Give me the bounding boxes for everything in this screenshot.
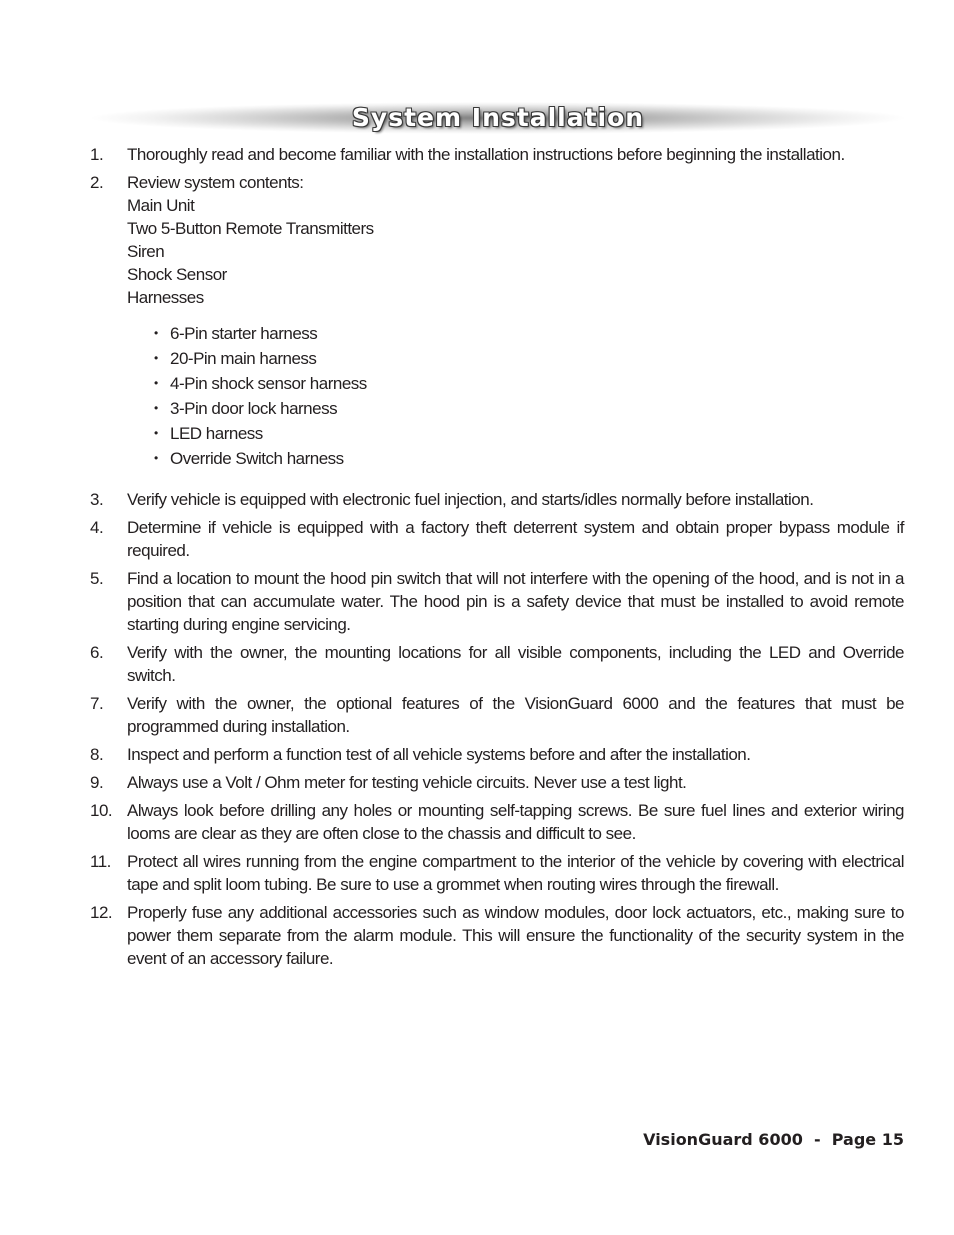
- list-item: [90, 516, 906, 562]
- step-body: [127, 171, 906, 483]
- harness-item: [154, 346, 904, 371]
- content-item: Shock Sensor: [127, 265, 227, 284]
- step-text: Always use a Volt / Ohm meter for testing vehicle circuits. Never use a test light.: [127, 773, 687, 792]
- system-contents-list: [127, 194, 904, 309]
- bullet-icon: •: [154, 376, 158, 390]
- step-number: 4.: [90, 518, 104, 537]
- content-item: Harnesses: [127, 288, 204, 307]
- step-text: Protect all wires running from the engine compartment to the interior of the vehicle by covering with electrical tape and split loom tubing. Be sure to use a grommet when routing wires through the firewall.: [127, 852, 904, 894]
- content-item: Two 5-Button Remote Transmitters: [127, 219, 374, 238]
- bullet-icon: •: [154, 426, 158, 440]
- list-item: [90, 799, 906, 845]
- harness-list: [127, 321, 904, 471]
- harness-label: 4-Pin shock sensor harness: [170, 374, 367, 393]
- step-number: 10.: [90, 801, 113, 820]
- list-item: [90, 567, 906, 636]
- step-number: 3.: [90, 490, 104, 509]
- list-item: [90, 488, 906, 511]
- harness-label: Override Switch harness: [170, 449, 344, 468]
- step-number: 7.: [90, 694, 104, 713]
- step-number: 9.: [90, 773, 104, 792]
- harness-item: [154, 321, 904, 346]
- step-number: 12.: [90, 903, 113, 922]
- step-number: 11.: [90, 852, 111, 871]
- step-text: Always look before drilling any holes or mounting self-tapping screws. Be sure fuel lines and exterior wiring looms are clear as they are often close to the chassis and difficult to see.: [127, 801, 904, 843]
- step-number: 8.: [90, 745, 104, 764]
- list-item: [90, 850, 906, 896]
- bullet-icon: •: [154, 401, 158, 415]
- step-text: Review system contents:: [127, 173, 304, 192]
- list-item: [90, 901, 906, 970]
- content-item: Main Unit: [127, 196, 195, 215]
- step-text: Inspect and perform a function test of all vehicle systems before and after the installation.: [127, 745, 751, 764]
- list-item: [90, 771, 906, 794]
- step-number: 6.: [90, 643, 104, 662]
- harness-label: 20-Pin main harness: [170, 349, 317, 368]
- bullet-icon: •: [154, 451, 158, 465]
- harness-label: 6-Pin starter harness: [170, 324, 318, 343]
- step-text: Find a location to mount the hood pin switch that will not interfere with the opening of the hood, and is not in a position that can accumulate water. The hood pin is a safety device that must be installed to avoid remote starting during engine servicing.: [127, 569, 904, 634]
- step-number: 2.: [90, 173, 104, 192]
- step-text: Verify vehicle is equipped with electronic fuel injection, and starts/idles normally before installation.: [127, 490, 814, 509]
- step-text: Verify with the owner, the optional features of the VisionGuard 6000 and the features that must be programmed during installation.: [127, 694, 904, 736]
- step-text: Properly fuse any additional accessories such as window modules, door lock actuators, etc., making sure to power them separate from the alarm module. This will ensure the functionality of the security system in the event of an accessory failure.: [127, 903, 904, 968]
- page-footer: VisionGuard 6000 - Page 15: [643, 1130, 904, 1149]
- harness-item: [154, 396, 904, 421]
- list-item: [90, 143, 906, 166]
- section-header-banner: [90, 102, 906, 134]
- harness-item: [154, 446, 904, 471]
- harness-item: [154, 371, 904, 396]
- list-item: [90, 641, 906, 687]
- step-number: 1.: [90, 145, 104, 164]
- step-number: 5.: [90, 569, 104, 588]
- installation-steps-list: [90, 143, 906, 975]
- step-text: Thoroughly read and become familiar with the installation instructions before beginning the installation.: [127, 145, 845, 164]
- step-text: Verify with the owner, the mounting locations for all visible components, including the LED and Override switch.: [127, 643, 904, 685]
- list-item: [90, 171, 906, 483]
- harness-label: 3-Pin door lock harness: [170, 399, 338, 418]
- harness-item: [154, 421, 904, 446]
- harness-label: LED harness: [170, 424, 263, 443]
- bullet-icon: •: [154, 351, 158, 365]
- list-item: [90, 743, 906, 766]
- page-title: System Installation: [351, 103, 645, 132]
- content-item: Siren: [127, 242, 165, 261]
- bullet-icon: •: [154, 326, 158, 340]
- step-text: Determine if vehicle is equipped with a factory theft deterrent system and obtain proper bypass module if required.: [127, 518, 904, 560]
- list-item: [90, 692, 906, 738]
